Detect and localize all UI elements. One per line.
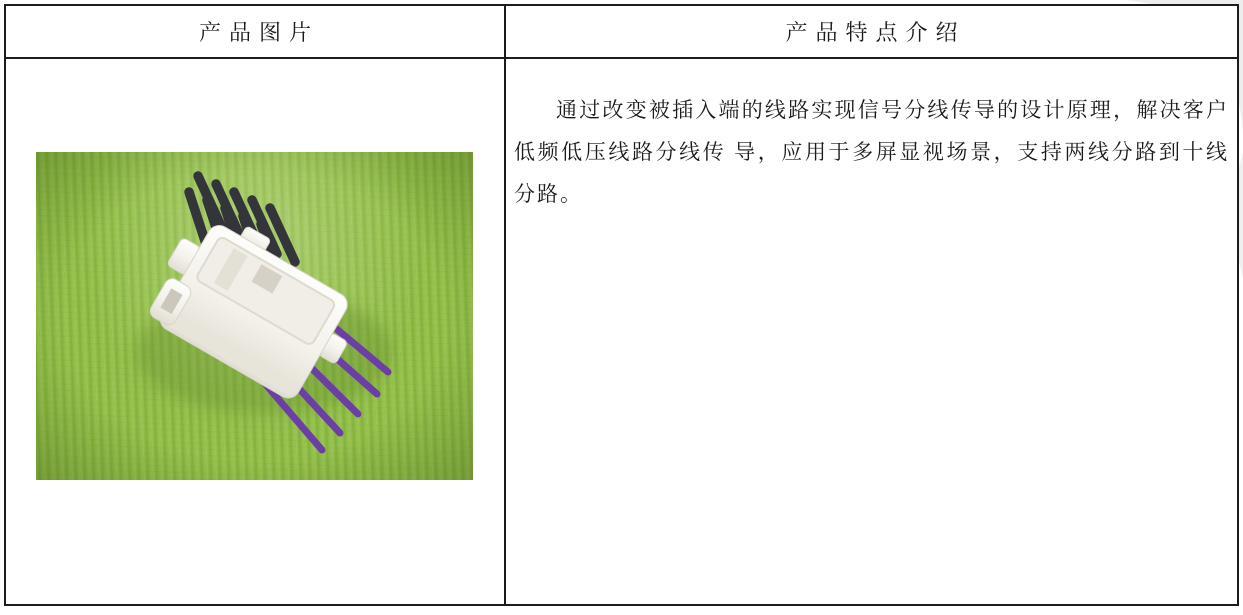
product-photo bbox=[36, 152, 473, 480]
product-features-cell bbox=[506, 59, 1237, 604]
header-label-product-features: 产品特点介绍 bbox=[785, 20, 966, 45]
header-label-product-image: 产品图片 bbox=[198, 20, 319, 45]
connector-illustration bbox=[36, 152, 473, 480]
product-description: 通过改变被插入端的线路实现信号分线传导的设计原理，解决客户低频低压线路分线传 导，应用于多屏显视场景，支持两线分路到十线分路。 bbox=[514, 98, 1229, 206]
product-image-cell bbox=[6, 59, 506, 604]
header-cell-product-features bbox=[506, 6, 1237, 59]
header-cell-product-image bbox=[6, 6, 506, 59]
product-table bbox=[4, 4, 1239, 606]
